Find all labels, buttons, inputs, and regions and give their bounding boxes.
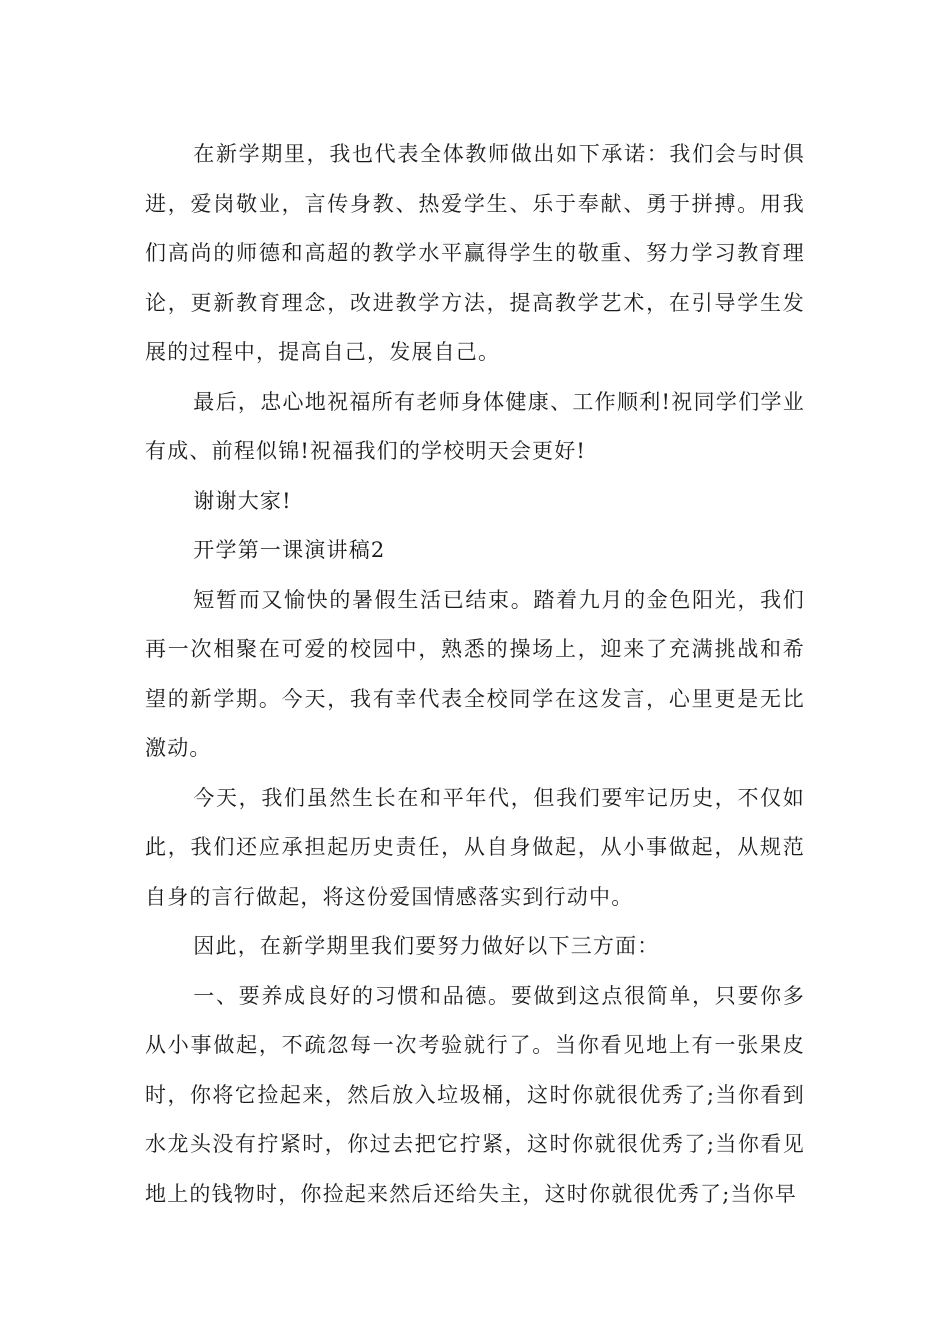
paragraph-thanks: 谢谢大家! (193, 488, 292, 513)
section-heading: 开学第一课演讲稿2 (193, 538, 386, 562)
paragraph-intro: 短暂而又愉快的暑假生活已结束。踏着九月的金色阳光，我们再一次相聚在可爱的校园中，熟悉的操场上，迎来了充满挑战和希望的新学期。今天，我有幸代表全校同学在这发言，心里更是无比激动。 (145, 587, 805, 760)
paragraph-teacher-pledge: 在新学期里，我也代表全体教师做出如下承诺：我们会与时俱进，爱岗敬业，言传身教、热爱学生、乐于奉献、勇于拼搏。用我们高尚的师德和高超的教学水平赢得学生的敬重、努力学习教育理论，更新教育理念，改进教学方法，提高教学艺术，在引导学生发展的过程中，提高自己，发展自己。 (145, 142, 805, 364)
paragraph-closing-wishes: 最后，忠心地祝福所有老师身体健康、工作顺利!祝同学们学业有成、前程似锦!祝福我们的学校明天会更好! (145, 389, 805, 463)
paragraph-history: 今天，我们虽然生长在和平年代，但我们要牢记历史，不仅如此，我们还应承担起历史责任，从自身做起，从小事做起，从规范自身的言行做起，将这份爱国情感落实到行动中。 (145, 785, 805, 909)
paragraph-habits: 一、要养成良好的习惯和品德。要做到这点很简单，只要你多从小事做起，不疏忽每一次考验就行了。当你看见地上有一张果皮时，你将它捡起来，然后放入垃圾桶，这时你就很优秀了;当你看到水龙头没有拧紧时，你过去把它拧紧，这时你就很优秀了;当你看见地上的钱物时，你捡起来然后还给失主，这时你就很优秀了;当你早 (145, 983, 805, 1206)
paragraph-three-aspects: 因此，在新学期里我们要努力做好以下三方面： (193, 934, 660, 958)
document-body (145, 130, 805, 1219)
